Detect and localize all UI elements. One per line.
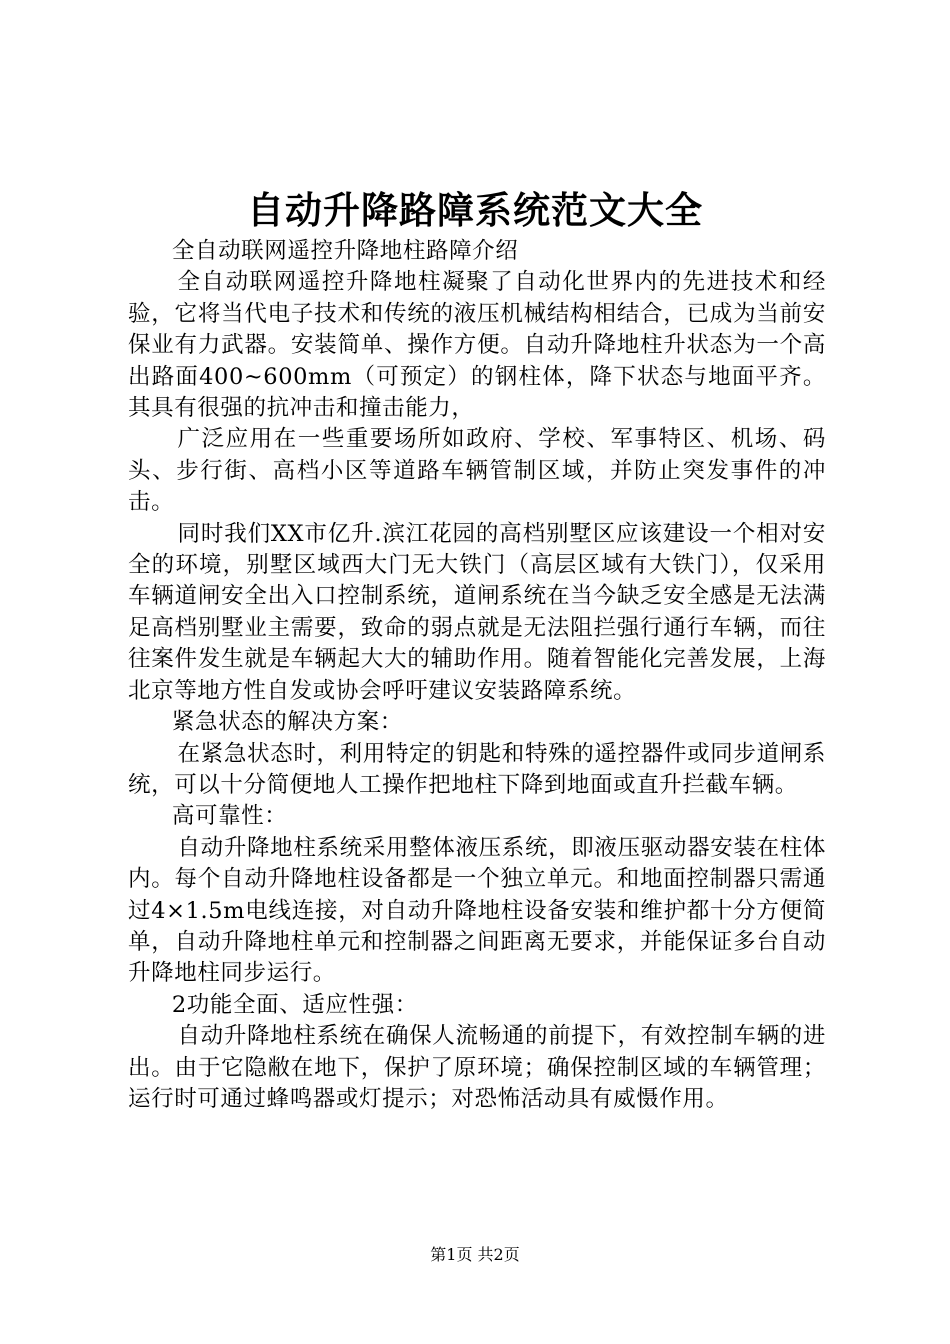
section-heading-functionality: 2功能全面、适应性强：: [171, 991, 418, 1018]
page-number: 第1页 共2页: [430, 1245, 520, 1264]
paragraph-functionality: 自动升降地柱系统在确保人流畅通的前提下，有效控制车辆的进出。由于它隐敝在地下，保护了原环境；确保控制区域的车辆管理；运行时可通过蜂鸣器或灯提示；对恐怖活动具有威慑作用。: [128, 1023, 826, 1112]
section-heading-reliability: 高可靠性：: [171, 803, 288, 830]
paragraph-overview: 全自动联网遥控升降地柱凝聚了自动化世界内的先进技术和经验，它将当代电子技术和传统的液压机械结构相结合，已成为当前安保业有力武器。安装简单、操作方便。自动升降地柱升状态为一个高出路面400~600mm（可预定）的钢柱体，降下状态与地面平齐。其具有很强的抗冲击和撞击能力，: [128, 269, 826, 422]
paragraph-emergency: 在紧急状态时，利用特定的钥匙和特殊的遥控器件或同步道闸系统，可以十分简便地人工操作把地柱下降到地面或直升拦截车辆。: [128, 740, 826, 798]
paragraph-applications: 广泛应用在一些重要场所如政府、学校、军事特区、机场、码头、步行街、高档小区等道路车辆管制区域，并防止突发事件的冲击。: [128, 426, 826, 516]
section-heading-intro: 全自动联网遥控升降地柱路障介绍: [171, 238, 519, 264]
section-heading-emergency: 紧急状态的解决方案：: [171, 709, 403, 736]
document-body: [128, 236, 826, 1115]
document-title: 自动升降路障系统范文大全: [247, 188, 703, 232]
paragraph-villa-security: 同时我们XX市亿升.滨江花园的高档别墅区应该建设一个相对安全的环境，别墅区域西大门无大铁门（高层区域有大铁门），仅采用车辆道闸安全出入口控制系统，道闸系统在当今缺乏安全感是无法满足高档别墅业主需要，致命的弱点就是无法阻拦强行通行车辆，而往往案件发生就是车辆起大大的辅助作用。随着智能化完善发展，上海北京等地方性自发或协会呼吁建议安装路障系统。: [128, 520, 826, 704]
paragraph-reliability: 自动升降地柱系统采用整体液压系统，即液压驱动器安装在柱体内。每个自动升降地柱设备都是一个独立单元。和地面控制器只需通过4×1.5m电线连接，对自动升降地柱设备安装和维护都十分方便简单，自动升降地柱单元和控制器之间距离无要求，并能保证多台自动升降地柱同步运行。: [128, 834, 826, 987]
